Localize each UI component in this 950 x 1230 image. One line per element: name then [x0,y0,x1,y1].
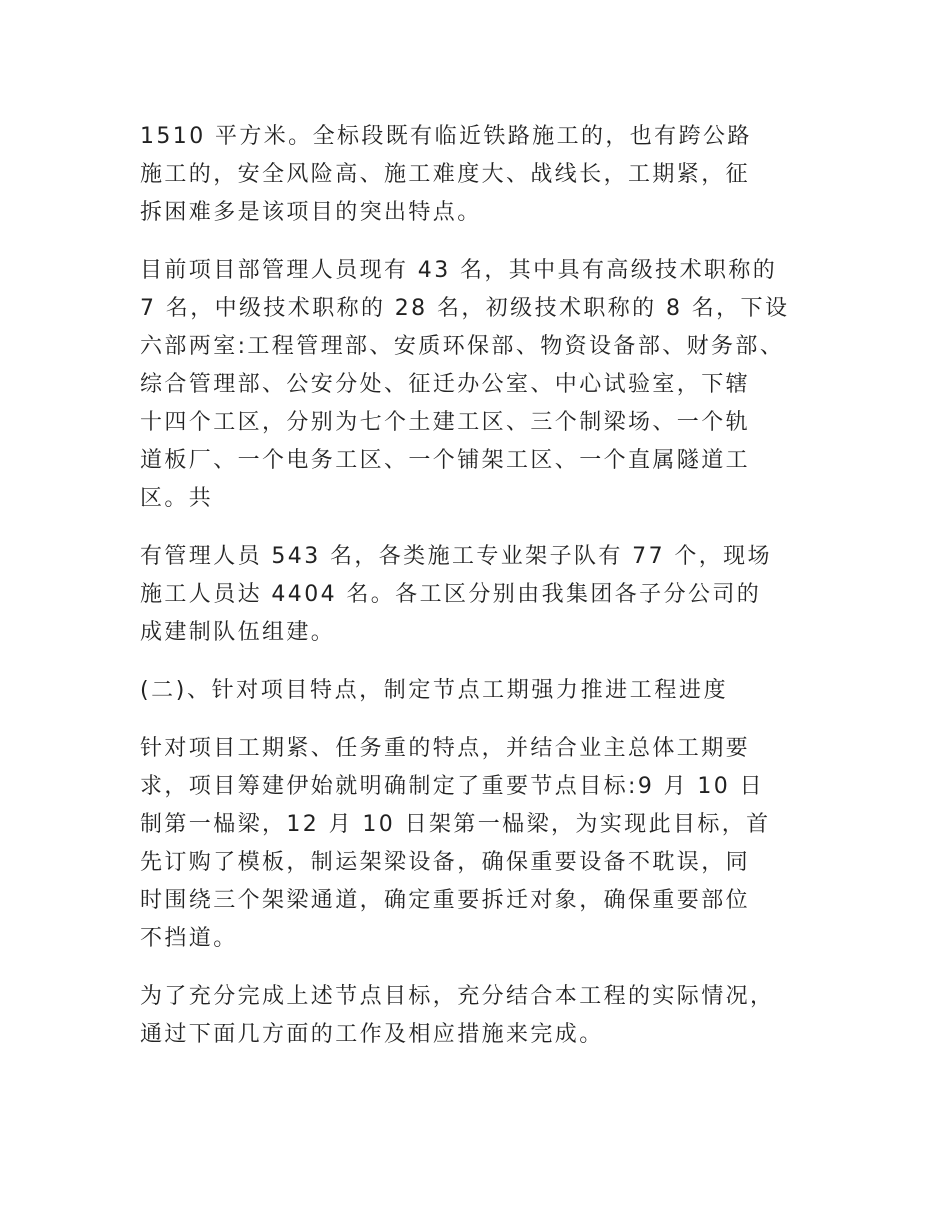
paragraph-project-features: 1510 平方米。全标段既有临近铁路施工的，也有跨公路 施工的，安全风险高、施工难度大、战线长，工期紧，征 拆困难多是该项目的突出特点。 [140,124,752,225]
paragraph-milestones: 针对项目工期紧、任务重的特点，并结合业主总体工期要 求，项目筹建伊始就明确制定了重要节点目标:9 月 10 日 制第一榀梁，12 月 10 日架第一榀梁，为实现此目标，首 先订购了模板，制运架梁设备，确保重要设备不耽误，同 时围绕三个架梁通道，确定重要拆迁对象，确保重要部位 不挡道。 [140,736,771,951]
paragraph-workforce: 有管理人员 543 名，各类施工专业架子队有 77 个，现场 施工人员达 4404 名。各工区分别由我集团各子分公司的 成建制队伍组建。 [140,544,772,645]
section-heading: (二)、针对项目特点，制定节点工期强力推进工程进度 [140,678,729,703]
paragraph-measures: 为了充分完成上述节点目标，充分结合本工程的实际情况， 通过下面几方面的工作及相应措施来完成。 [140,984,775,1047]
document-body [140,118,812,1074]
paragraph-staff-structure: 目前项目部管理人员现有 43 名，其中具有高级技术职称的 7 名，中级技术职称的 28 名，初级技术职称的 8 名，下设 六部两室:工程管理部、安质环保部、物资设备部、财务部、 综合管理部、公安分处、征迁办公室、中心试验室，下辖 十四个工区，分别为七个土建工区、三个制梁场、一个轨 道板厂、一个电务工区、一个铺架工区、一个直属隧道工 区。共 [140,258,790,511]
